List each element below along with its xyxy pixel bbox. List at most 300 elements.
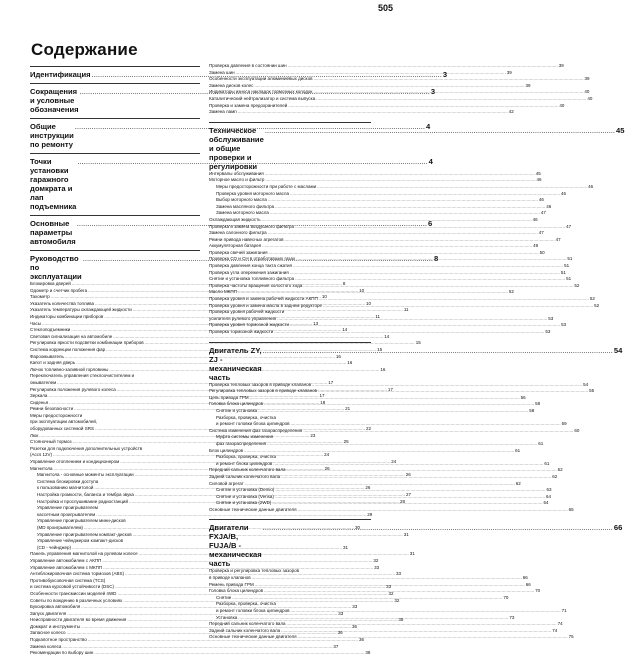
toc-leader-dots <box>258 408 528 415</box>
toc-entry[interactable] <box>209 230 544 237</box>
toc-entry[interactable] <box>30 505 200 512</box>
toc-leader-dots <box>281 628 551 635</box>
toc-section-page: 4 <box>426 122 431 131</box>
toc-entry-page: 70 <box>535 588 541 594</box>
toc-entry-page: 51 <box>560 269 566 275</box>
toc-entry-page: 10 <box>359 287 365 293</box>
toc-entry-page: 8 <box>342 281 346 286</box>
toc-entry[interactable] <box>209 407 535 415</box>
toc-entry-page: 61 <box>515 447 521 453</box>
toc-entry[interactable] <box>209 454 371 461</box>
toc-entry-page: 16 <box>335 353 341 359</box>
toc-entry-title: Снятие и установка (Verisa) <box>216 493 274 499</box>
toc-entry[interactable] <box>30 333 390 341</box>
toc-section-title: Общие инструкции по ремонту <box>30 122 74 149</box>
toc-entry-title: Часы <box>30 320 41 326</box>
toc-leader-dots <box>264 401 534 408</box>
toc-section-page: 3 <box>442 70 448 79</box>
toc-leader-dots <box>291 421 561 428</box>
toc-entry-page: 10 <box>321 294 327 300</box>
toc-entry-title: Проверка тепловых зазоров в приводе клапанов <box>209 381 312 387</box>
toc-entry-page: 51 <box>564 263 570 269</box>
toc-section-title: Двигатель ZY, ZJ - механическая часть <box>209 345 262 382</box>
toc-leader-dots <box>318 388 588 395</box>
toc-section-title: Основные параметры автомобиля <box>30 219 76 246</box>
toc-entry-title: Фароомыватель <box>30 353 64 359</box>
toc-entry[interactable] <box>209 568 371 575</box>
toc-leader-dots <box>313 76 583 83</box>
toc-leader-dots <box>303 428 573 435</box>
toc-entry-page: 18 <box>320 399 326 405</box>
toc-entry-title: Замена колеса <box>30 643 62 649</box>
toc-entry-title: Проверка и замена предохранителей <box>209 102 288 108</box>
toc-entry-page: 51 <box>566 276 572 282</box>
toc-entry[interactable] <box>30 643 339 651</box>
toc-entry-page: 46 <box>546 203 552 209</box>
toc-section-page: 8 <box>433 254 439 263</box>
toc-entry-title: Советы по вождению в различных условиях <box>30 597 123 603</box>
toc-entry-title: Рекомендации по выбору шин <box>30 650 94 656</box>
toc-entry-page: 39 <box>506 69 512 75</box>
toc-entry-page: 45 <box>535 170 541 176</box>
toc-entry-title: Управление проигрывателем компакт-дисков <box>37 531 132 537</box>
toc-entry-page: 51 <box>567 256 573 262</box>
toc-entry-page: 17 <box>328 379 334 385</box>
toc-entry-page: 62 <box>557 467 563 473</box>
toc-entry-title: Управление автомобилем с АКПП <box>30 557 102 563</box>
toc-entry[interactable] <box>209 183 594 191</box>
toc-entry-page: 58 <box>529 407 535 413</box>
toc-leader-dots <box>236 70 506 77</box>
toc-entry-page: 32 <box>373 557 379 563</box>
toc-leader-dots <box>255 582 525 589</box>
toc-entry-page: 15 <box>377 346 383 352</box>
page-title: Содержание <box>31 40 138 59</box>
toc-leader-dots <box>270 210 540 217</box>
toc-entry-page: 30 <box>354 524 360 530</box>
toc-entry-title: Проверка уровня тормозной жидкости <box>209 322 290 328</box>
toc-entry-page: 33 <box>396 571 402 577</box>
toc-entry-page: 38 <box>365 650 371 656</box>
toc-entry-title: Замена ламп <box>209 109 237 115</box>
toc-leader-dots <box>312 379 582 389</box>
toc-entry[interactable] <box>209 263 570 270</box>
toc-entry-page: 75 <box>568 634 574 640</box>
toc-leader-dots <box>263 523 613 532</box>
toc-entry-title: Задний сальник коленчатого вала <box>209 627 281 633</box>
toc-entry[interactable] <box>209 82 531 90</box>
toc-entry-title: при эксплуатации автомобилей, <box>30 419 98 425</box>
toc-entry[interactable] <box>209 427 580 435</box>
toc-entry[interactable] <box>209 76 590 83</box>
toc-entry[interactable] <box>209 223 572 231</box>
toc-entry-title: Блокировка дверей <box>30 281 71 286</box>
toc-entry-title: Замена салонного фильтра <box>209 230 267 236</box>
toc-entry-page: 23 <box>310 432 316 438</box>
toc-entry-title: Люк <box>30 432 39 438</box>
toc-entry[interactable] <box>30 518 200 525</box>
toc-section-heading[interactable] <box>209 122 625 171</box>
toc-entry-page: 56 <box>520 394 526 400</box>
toc-entry[interactable] <box>209 170 541 178</box>
toc-entry-page: 53 <box>548 315 554 321</box>
toc-entry[interactable] <box>209 621 563 628</box>
toc-entry[interactable] <box>209 95 593 103</box>
toc-leader-dots <box>232 595 502 602</box>
toc-entry-page: 52 <box>589 296 595 302</box>
toc-leader-dots <box>254 83 524 90</box>
toc-entry[interactable] <box>209 309 371 316</box>
toc-entry-title: Масло МКПП <box>209 289 237 295</box>
toc-entry-page: 53 <box>561 322 567 328</box>
toc-entry-title: Особенности эксплуатации алюминиевых дисков <box>209 76 313 82</box>
toc-entry[interactable] <box>209 109 514 116</box>
toc-entry[interactable] <box>30 524 360 532</box>
toc-entry-title: Проверка и регулировка тепловых зазоров <box>209 568 300 574</box>
toc-entry[interactable] <box>209 256 573 263</box>
toc-entry[interactable] <box>209 102 565 110</box>
toc-entry[interactable] <box>30 353 341 361</box>
toc-entry[interactable] <box>30 557 379 565</box>
toc-entry-title: Интервалы обслуживания <box>209 170 264 176</box>
toc-leader-dots <box>277 313 547 323</box>
toc-entry[interactable] <box>209 480 521 488</box>
toc-entry-page: 36 <box>352 623 358 629</box>
toc-leader-dots <box>244 448 514 455</box>
toc-entry[interactable] <box>209 197 544 204</box>
toc-entry[interactable] <box>30 551 415 558</box>
toc-entry-page: 46 <box>532 216 538 222</box>
toc-entry-page: 15 <box>415 340 421 346</box>
toc-leader-dots <box>272 500 542 507</box>
toc-entry-page: 26 <box>365 485 371 491</box>
toc-leader-dots <box>287 467 557 474</box>
toc-entry-title: Тахометр <box>30 294 50 300</box>
toc-entry-page: 52 <box>574 282 580 288</box>
toc-entry-page: 59 <box>561 421 567 427</box>
toc-entry[interactable] <box>209 434 371 441</box>
toc-entry-title: Проверка уровня и замена масла в заднем редукторе <box>209 302 323 308</box>
toc-leader-dots <box>295 276 565 283</box>
toc-entry-page: 13 <box>313 320 319 326</box>
toc-entry-page: 47 <box>540 210 546 216</box>
toc-entry-page: 14 <box>342 327 348 333</box>
toc-entry[interactable] <box>209 216 538 224</box>
toc-leader-dots <box>298 507 568 514</box>
toc-entry-title: Сиденья <box>30 399 49 405</box>
toc-entry-title: Индикаторы комбинации приборов <box>30 313 104 319</box>
toc-entry-title: Панель управления магнитолой на рулевом колесе <box>30 551 138 557</box>
toc-entry-page: 65 <box>568 506 574 512</box>
toc-entry[interactable] <box>209 467 563 474</box>
toc-entry-title: Основные технические данные двигателя <box>209 634 297 640</box>
toc-entry[interactable] <box>30 366 386 374</box>
toc-entry-title: Буксировка автомобиля <box>30 604 81 610</box>
toc-entry-page: 53 <box>545 329 551 334</box>
toc-entry-page: 33 <box>386 584 392 590</box>
toc-entry-page: 39 <box>558 63 564 68</box>
toc-entry-page: 46 <box>588 183 594 189</box>
toc-entry-title: Разборка, проверка, очистка <box>216 601 276 607</box>
toc-section-title: Двигатели FXJA/B, FUJA/B - механическая часть <box>209 523 262 569</box>
toc-entry-page: 22 <box>366 426 372 432</box>
toc-entry-title: фаз газораспределения <box>216 440 267 446</box>
toc-entry-title: Управление проигрывателем <box>37 505 98 511</box>
toc-entry[interactable] <box>30 346 383 354</box>
toc-leader-dots <box>268 197 538 204</box>
toc-section-page: 6 <box>427 219 433 228</box>
toc-leader-dots <box>323 300 593 310</box>
toc-entry-page: 33 <box>338 610 344 616</box>
toc-entry-title: Управление отоплением и кондиционером <box>30 459 120 465</box>
toc-entry[interactable] <box>30 446 200 453</box>
toc-entry-page: 31 <box>403 531 409 537</box>
toc-leader-dots <box>290 270 560 277</box>
toc-leader-dots <box>295 224 565 231</box>
toc-entry[interactable] <box>209 210 546 217</box>
toc-entry-page: 35 <box>398 617 404 623</box>
toc-entry-title: Регулировка положения рулевого колеса <box>30 386 116 392</box>
toc-entry-title: Запуск двигателя <box>30 610 67 616</box>
toc-entry-title: Головка блока цилиндров <box>209 588 264 594</box>
toc-section-page: 66 <box>613 523 623 533</box>
toc-entry-title: Передний сальник коленчатого вала <box>209 621 286 627</box>
toc-leader-dots <box>303 283 573 290</box>
toc-leader-dots <box>317 184 587 191</box>
toc-entry[interactable] <box>30 373 200 380</box>
toc-entry-title: Снятие <box>216 594 232 600</box>
toc-leader-dots <box>319 296 589 303</box>
toc-entry-title: Система блокировки доступа <box>37 478 99 484</box>
toc-leader-dots <box>252 575 522 582</box>
toc-entry[interactable] <box>30 650 371 657</box>
toc-entry[interactable] <box>209 421 567 428</box>
toc-entry-title: Запасное колесо <box>30 630 66 636</box>
toc-entry[interactable] <box>209 322 567 329</box>
toc-entry[interactable] <box>209 177 542 184</box>
toc-entry-title: Снятие и установка (2WD) <box>216 500 272 506</box>
toc-entry-title: и ремонт блока цилиндров <box>216 460 273 466</box>
toc-entry-title: Проверка свечей зажигания <box>209 249 268 255</box>
toc-leader-dots <box>316 96 586 103</box>
toc-entry-title: Проверка уровня моторного масла <box>216 190 289 196</box>
toc-entry-page: 32 <box>388 590 394 596</box>
toc-entry-page: 33 <box>352 604 358 610</box>
toc-entry-page: 17 <box>319 393 325 399</box>
toc-entry-title: (MD проигрывателем) <box>37 524 83 530</box>
toc-entry[interactable] <box>209 236 561 244</box>
toc-entry-page: 39 <box>584 76 590 82</box>
toc-entry-title: Замена шин <box>209 69 235 75</box>
toc-entry[interactable] <box>209 401 541 408</box>
toc-entry-page: 52 <box>508 289 514 295</box>
toc-leader-dots <box>265 126 615 135</box>
toc-leader-dots <box>265 171 535 178</box>
toc-entry-page: 66 <box>522 575 528 581</box>
toc-entry-title: Ремень привода ГРМ <box>209 581 254 587</box>
toc-entry[interactable] <box>209 249 545 257</box>
toc-entry-title: Капот и задняя дверь <box>30 360 76 366</box>
toc-entry-page: 50 <box>539 249 545 255</box>
toc-entry-title: Ремни привода навесных агрегатов <box>209 236 284 242</box>
toc-entry-title: Регулировка яркости подсветки комбинации приборов <box>30 340 144 346</box>
toc-entry-title: Проверка и замена воздушного фильтра <box>209 223 294 229</box>
toc-entry-page: 29 <box>367 511 373 517</box>
toc-leader-dots <box>293 263 563 270</box>
toc-entry-page: 61 <box>544 460 550 466</box>
toc-section-page: 3 <box>430 87 436 96</box>
toc-entry-title: Разборка, проверка, очистка <box>216 414 276 420</box>
toc-entry[interactable] <box>209 243 539 250</box>
toc-entry-title: Система изменения фаз газораспределения <box>209 427 303 433</box>
toc-leader-dots <box>262 243 532 250</box>
toc-entry-title: Проверка уровня и замена рабочей жидкости АКПП <box>209 296 318 302</box>
toc-entry[interactable] <box>209 282 580 290</box>
toc-entry-page: 46 <box>538 197 544 203</box>
toc-leader-dots <box>290 322 560 329</box>
toc-entry[interactable] <box>209 394 526 402</box>
toc-entry-page: 32 <box>394 597 400 603</box>
toc-entry-title: Силовой агрегат <box>209 480 244 486</box>
toc-entry-page: 47 <box>566 223 572 229</box>
toc-entry[interactable] <box>209 627 558 635</box>
toc-entry-page: 61 <box>538 440 544 446</box>
toc-entry[interactable] <box>209 276 572 283</box>
toc-leader-dots <box>94 650 364 657</box>
toc-entry-page: 55 <box>589 388 595 394</box>
toc-leader-dots <box>281 474 551 481</box>
toc-entry-title: Аккумуляторная батарея <box>209 243 262 249</box>
toc-entry-title: Домкрат и инструменты <box>30 623 80 629</box>
toc-entry[interactable] <box>209 203 552 211</box>
toc-entry[interactable] <box>209 440 544 448</box>
toc-entry[interactable] <box>209 634 574 641</box>
toc-leader-dots <box>268 230 538 237</box>
toc-entry[interactable] <box>209 415 371 422</box>
toc-entry-page: 62 <box>552 473 558 479</box>
toc-entry-page: 33 <box>374 564 380 570</box>
toc-leader-dots <box>245 481 515 488</box>
toc-entry-page: 17 <box>387 386 393 392</box>
toc-leader-dots <box>291 608 561 615</box>
toc-entry[interactable] <box>209 575 528 582</box>
toc-entry-title: Цепь привода ГРМ <box>209 394 249 400</box>
toc-entry-page: 31 <box>409 551 415 557</box>
toc-entry-title: Моторное масло и фильтр <box>209 177 265 183</box>
toc-entry-page: 49 <box>533 243 539 249</box>
toc-entry[interactable] <box>209 89 590 96</box>
toc-entry-page: 11 <box>375 313 380 319</box>
toc-entry-page: 27 <box>405 492 411 497</box>
toc-entry-title: Розетки для подключения дополнительных устройств <box>30 445 143 451</box>
toc-entry-title: омывателем <box>30 379 57 385</box>
toc-entry[interactable] <box>209 269 566 277</box>
toc-entry-title: Настройка громкости, баланса и тембра звука <box>37 492 134 497</box>
toc-entry[interactable] <box>30 538 200 545</box>
toc-leader-dots <box>288 63 558 70</box>
toc-entry[interactable] <box>209 608 567 615</box>
toc-entry-title: Проверка СО и СН в отработавших газах <box>209 256 296 262</box>
toc-entry[interactable] <box>209 63 564 70</box>
toc-entry-title: Снятие и установка (Demio) <box>216 487 275 493</box>
toc-entry-title: Противобуксовочная система (TCS) <box>30 577 106 583</box>
toc-entry-page: 70 <box>503 594 509 600</box>
toc-entry-title: Задний сальник коленчатого вала <box>209 473 281 479</box>
toc-leader-dots <box>273 461 543 468</box>
toc-entry-title: Световая сигнализация на автомобиле <box>30 333 113 339</box>
toc-entry-page: 37 <box>333 643 339 649</box>
toc-entry-page: 58 <box>535 401 541 407</box>
toc-entry-title: Особенности трансмиссии моделей 4WD <box>30 590 117 596</box>
toc-entry-title: Стояночный тормоз <box>30 439 72 445</box>
toc-entry-title: Проверка давления в состоянии шин <box>209 63 287 68</box>
toc-entry-title: Разборка, проверка, очистка <box>216 454 276 460</box>
toc-entry-title: кассетным проигрывателем <box>37 511 96 517</box>
toc-entry-page: 31 <box>343 544 349 550</box>
toc-entry-page: 40 <box>587 95 593 101</box>
toc-entry-title: усилителя рулевого управления <box>209 315 277 321</box>
toc-entry-title: Меры предосторожности <box>30 412 83 418</box>
toc-entry-page: 73 <box>509 614 515 620</box>
toc-entry-page: 54 <box>583 381 589 387</box>
toc-entry-title: Замена масляного фильтра <box>216 203 275 209</box>
toc-entry-title: Ремни безопасности <box>30 406 74 412</box>
toc-leader-dots <box>263 346 613 355</box>
toc-entry-title: Индикаторы износа накладок тормозных колодок <box>209 89 313 95</box>
toc-entry[interactable] <box>30 340 421 347</box>
toc-entry[interactable] <box>209 447 521 455</box>
toc-entry[interactable] <box>30 511 373 519</box>
toc-entry[interactable] <box>30 360 353 367</box>
toc-entry-title: в приводе клапанов <box>209 575 251 581</box>
toc-entry-page: 62 <box>515 480 521 486</box>
toc-entry-title: Проверка давления конца такта сжатия <box>209 263 292 269</box>
toc-entry-title: и ремонт головки блока цилиндров <box>216 608 290 614</box>
toc-leader-dots <box>296 256 566 263</box>
toc-leader-dots <box>290 191 560 198</box>
toc-entry-page: 40 <box>584 89 590 95</box>
toc-entry-title: Передний сальник коленчатого вала <box>209 467 286 473</box>
toc-entry-title: Блок цилиндров <box>209 447 244 453</box>
toc-section-page: 4 <box>428 157 433 166</box>
toc-entry-page: 21 <box>345 406 351 412</box>
toc-entry-title: Проверка угла опережения зажигания <box>209 269 289 275</box>
toc-leader-dots <box>275 494 545 501</box>
toc-entry-title: Управление проигрывателем мини-дисков <box>37 518 126 524</box>
toc-entry-page: 60 <box>574 427 580 433</box>
toc-entry-title: Указатель количества топлива <box>30 300 94 306</box>
toc-entry[interactable] <box>209 487 552 494</box>
toc-entry[interactable] <box>209 190 567 198</box>
toc-entry-title: Меры предосторожности при работе с маслами <box>216 183 317 189</box>
toc-entry-page: 14 <box>384 333 390 339</box>
toc-entry-title: (CD - чейнджер) <box>37 544 71 550</box>
toc-entry-title: Антиблокировочная система тормозов (ABS) <box>30 571 124 577</box>
toc-entry-page: 46 <box>561 190 567 196</box>
toc-entry[interactable] <box>209 69 512 77</box>
toc-leader-dots <box>275 204 545 211</box>
toc-entry-page: 40 <box>559 102 565 108</box>
toc-entry-title: Замена моторного масла <box>216 210 269 216</box>
toc-entry-page: 74 <box>557 621 563 627</box>
toc-section-page: 54 <box>613 345 623 355</box>
toc-entry-page: 66 <box>525 581 531 587</box>
toc-entry-page: 74 <box>552 627 558 633</box>
toc-entry[interactable] <box>209 601 371 608</box>
toc-entry-page: 36 <box>337 630 343 636</box>
toc-leader-dots <box>274 329 544 336</box>
toc-entry-title: Снятие и установка топливного фильтра <box>209 276 295 282</box>
